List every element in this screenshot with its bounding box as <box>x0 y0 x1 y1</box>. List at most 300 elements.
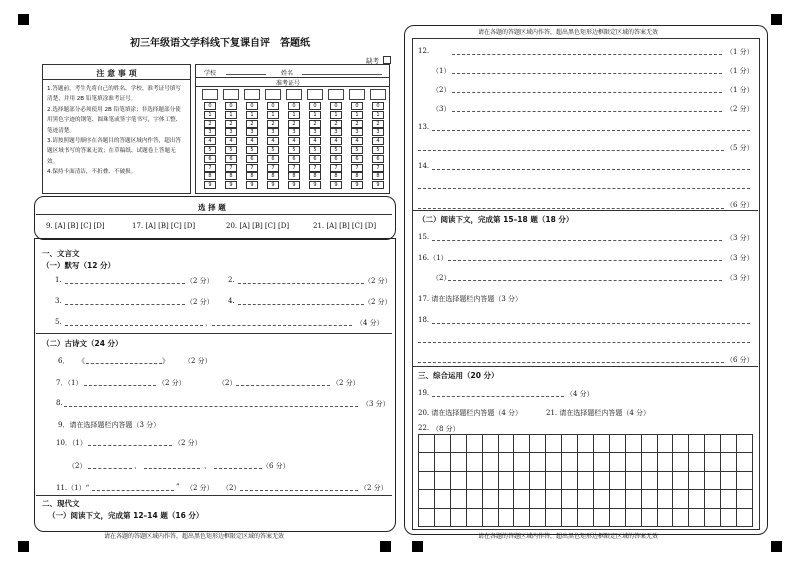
grid-cell[interactable] <box>561 471 578 490</box>
choice-item-21[interactable]: 21. [A] [B] [C] [D] <box>313 222 377 230</box>
grid-cell[interactable] <box>593 434 610 453</box>
answer-line[interactable] <box>86 363 162 364</box>
grid-cell[interactable] <box>498 471 515 490</box>
id-digit-bubble[interactable]: 6 <box>288 155 300 163</box>
grid-cell[interactable] <box>720 471 737 490</box>
id-digit-bubble[interactable]: 9 <box>372 181 384 189</box>
id-digit-bubble[interactable]: 0 <box>309 102 321 110</box>
id-digit-bubble[interactable]: 1 <box>225 111 237 119</box>
answer-line[interactable] <box>144 468 200 469</box>
answer-line[interactable] <box>452 111 722 112</box>
separator: 、 <box>134 462 141 470</box>
student-id-box <box>195 64 390 194</box>
answer-line[interactable] <box>236 385 330 386</box>
grid-cell[interactable] <box>720 452 737 471</box>
grid-cell[interactable] <box>466 489 483 508</box>
grid-cell[interactable] <box>625 434 642 453</box>
id-digit-bubble[interactable]: 2 <box>267 120 279 128</box>
question-16: 16.（1） <box>418 254 448 262</box>
header-note: 请在各题的答题区域内作答，超出黑色矩形边框限定区域的答案无效 <box>478 29 659 36</box>
subsection-heading: （二）阅读下文，完成第 15–18 题（18 分） <box>418 215 574 224</box>
id-digit-bubble[interactable]: 4 <box>246 137 258 145</box>
id-digit-box[interactable] <box>328 89 344 100</box>
grid-cell[interactable] <box>513 452 530 471</box>
grid-cell[interactable] <box>720 508 737 527</box>
grid-cell[interactable] <box>513 508 530 527</box>
id-digit-bubble[interactable]: 6 <box>372 155 384 163</box>
answer-line[interactable] <box>214 468 262 469</box>
question-7: 7．（1） <box>56 379 83 387</box>
separator: 、 <box>204 462 211 470</box>
choice-heading: 选 择 题 <box>198 203 226 212</box>
grid-cell[interactable] <box>529 471 546 490</box>
section-heading: 三、综合运用（20 分） <box>418 371 499 380</box>
id-digit-bubble[interactable]: 9 <box>204 181 216 189</box>
grid-cell[interactable] <box>545 434 562 453</box>
id-digit-bubble[interactable]: 3 <box>225 128 237 136</box>
answer-line[interactable] <box>212 325 352 326</box>
question-12-1: （1） <box>432 67 451 75</box>
grid-cell[interactable] <box>498 489 515 508</box>
answer-line[interactable] <box>64 406 358 407</box>
answer-line[interactable] <box>418 362 724 363</box>
grid-cell[interactable] <box>688 452 705 471</box>
answer-line[interactable] <box>240 490 358 491</box>
id-digit-bubble[interactable]: 4 <box>309 137 321 145</box>
id-digit-bubble[interactable]: 2 <box>225 120 237 128</box>
grid-cell[interactable] <box>609 471 626 490</box>
id-digit-bubble[interactable]: 2 <box>246 120 258 128</box>
id-digit-bubble[interactable]: 3 <box>351 128 363 136</box>
grid-cell[interactable] <box>466 434 483 453</box>
grid-cell[interactable] <box>434 471 451 490</box>
id-digit-bubble[interactable]: 1 <box>267 111 279 119</box>
answer-line[interactable] <box>65 325 203 326</box>
corner-marker <box>18 14 29 25</box>
grid-cell[interactable] <box>688 471 705 490</box>
grid-cell[interactable] <box>704 489 721 508</box>
question-3: 3. <box>55 297 62 305</box>
grid-cell[interactable] <box>625 508 642 527</box>
id-digit-bubble[interactable]: 2 <box>204 120 216 128</box>
points: （2 分） <box>360 484 388 492</box>
id-digit-box[interactable] <box>349 89 365 100</box>
question-14: 14. <box>418 162 430 170</box>
grid-cell[interactable] <box>720 489 737 508</box>
question-16-2: （2） <box>432 274 451 282</box>
id-digit-bubble[interactable]: 9 <box>309 181 321 189</box>
id-digit-bubble[interactable]: 9 <box>351 181 363 189</box>
id-digit-bubble[interactable]: 1 <box>372 111 384 119</box>
points: （2 分） <box>186 298 214 306</box>
grid-cell[interactable] <box>609 489 626 508</box>
id-digit-bubble[interactable]: 8 <box>267 172 279 180</box>
points: （4 分） <box>356 319 384 327</box>
id-digit-bubble[interactable]: 0 <box>246 102 258 110</box>
grid-cell[interactable] <box>577 452 594 471</box>
grid-cell[interactable] <box>529 508 546 527</box>
points: （2 分） <box>364 277 392 285</box>
grid-cell[interactable] <box>498 508 515 527</box>
points: （1 分） <box>726 67 754 75</box>
grid-cell[interactable] <box>418 508 435 527</box>
id-digit-bubble[interactable]: 1 <box>288 111 300 119</box>
grid-cell[interactable] <box>418 452 435 471</box>
grid-cell[interactable] <box>434 452 451 471</box>
id-digit-bubble[interactable]: 5 <box>372 146 384 154</box>
grid-cell[interactable] <box>688 508 705 527</box>
id-digit-box[interactable] <box>265 89 281 100</box>
id-digit-bubble[interactable]: 7 <box>288 164 300 172</box>
question-21: 21. 请在选择题栏内答题（4 分） <box>546 409 651 417</box>
id-digit-bubble[interactable]: 4 <box>204 137 216 145</box>
grid-cell[interactable] <box>641 471 658 490</box>
id-digit-bubble[interactable]: 8 <box>288 172 300 180</box>
answer-line[interactable] <box>418 150 724 151</box>
id-digit-bubble[interactable]: 6 <box>309 155 321 163</box>
id-digit-bubble[interactable]: 1 <box>246 111 258 119</box>
corner-marker <box>18 541 29 552</box>
answer-line[interactable] <box>418 208 724 209</box>
question-10-2: （2） <box>68 462 87 470</box>
grid-cell[interactable] <box>450 452 467 471</box>
grid-cell[interactable] <box>450 434 467 453</box>
answer-line[interactable] <box>418 342 750 343</box>
id-digit-bubble[interactable]: 2 <box>330 120 342 128</box>
id-digit-bubble[interactable]: 6 <box>351 155 363 163</box>
book-mark: 《 <box>78 357 85 365</box>
answer-line[interactable] <box>448 260 722 261</box>
grid-cell[interactable] <box>704 508 721 527</box>
grid-cell[interactable] <box>482 489 499 508</box>
grid-cell[interactable] <box>529 489 546 508</box>
answer-line[interactable] <box>88 468 132 469</box>
section-heading: 一、文言文 <box>42 249 80 258</box>
id-digit-bubble[interactable]: 2 <box>288 120 300 128</box>
id-digit-bubble[interactable]: 0 <box>225 102 237 110</box>
id-digit-bubble[interactable]: 3 <box>288 128 300 136</box>
id-digit-bubble[interactable]: 3 <box>309 128 321 136</box>
id-digit-bubble[interactable]: 5 <box>330 146 342 154</box>
grid-cell[interactable] <box>641 489 658 508</box>
id-digit-bubble[interactable]: 0 <box>372 102 384 110</box>
grid-cell[interactable] <box>418 489 435 508</box>
grid-cell[interactable] <box>672 508 689 527</box>
id-digit-bubble[interactable]: 6 <box>225 155 237 163</box>
grid-cell[interactable] <box>657 508 674 527</box>
id-digit-bubble[interactable]: 9 <box>246 181 258 189</box>
grid-cell[interactable] <box>545 489 562 508</box>
answer-line[interactable] <box>238 304 364 305</box>
grid-cell[interactable] <box>434 508 451 527</box>
grid-cell[interactable] <box>466 508 483 527</box>
id-digit-bubble[interactable]: 8 <box>309 172 321 180</box>
grid-cell[interactable] <box>657 434 674 453</box>
id-digit-bubble[interactable]: 4 <box>351 137 363 145</box>
question-20: 20. 请在选择题栏内答题（4 分） <box>418 409 523 417</box>
grid-cell[interactable] <box>482 434 499 453</box>
question-9: 9．请在选择题栏内答题（3 分） <box>58 421 161 429</box>
grid-cell[interactable] <box>657 471 674 490</box>
id-digit-bubble[interactable]: 1 <box>351 111 363 119</box>
points: （2 分） <box>158 379 186 387</box>
school-field[interactable] <box>226 74 266 75</box>
grid-cell[interactable] <box>609 508 626 527</box>
grid-cell[interactable] <box>657 489 674 508</box>
id-digit-bubble[interactable]: 3 <box>204 128 216 136</box>
id-digit-bubble[interactable]: 7 <box>225 164 237 172</box>
id-digit-box[interactable] <box>286 89 302 100</box>
answer-line[interactable] <box>65 283 185 284</box>
id-digit-bubble[interactable]: 7 <box>204 164 216 172</box>
grid-cell[interactable] <box>625 452 642 471</box>
id-digit-bubble[interactable]: 4 <box>225 137 237 145</box>
id-digit-bubble[interactable]: 0 <box>288 102 300 110</box>
grid-cell[interactable] <box>545 508 562 527</box>
id-digit-bubble[interactable]: 8 <box>372 172 384 180</box>
grid-cell[interactable] <box>561 434 578 453</box>
id-digit-bubble[interactable]: 7 <box>330 164 342 172</box>
id-digit-bubble[interactable]: 4 <box>330 137 342 145</box>
grid-cell[interactable] <box>466 452 483 471</box>
id-digit-bubble[interactable]: 6 <box>267 155 279 163</box>
grid-cell[interactable] <box>625 471 642 490</box>
grid-cell[interactable] <box>736 452 753 471</box>
answer-line[interactable] <box>84 385 156 386</box>
corner-marker <box>771 14 782 25</box>
grid-cell[interactable] <box>704 434 721 453</box>
grid-cell[interactable] <box>450 508 467 527</box>
id-digit-bubble[interactable]: 4 <box>288 137 300 145</box>
grid-cell[interactable] <box>418 434 435 453</box>
grid-cell[interactable] <box>561 489 578 508</box>
grid-cell[interactable] <box>704 452 721 471</box>
points: （3 分） <box>726 234 754 242</box>
grid-cell[interactable] <box>450 489 467 508</box>
id-digit-bubble[interactable]: 0 <box>267 102 279 110</box>
notice-item: 3.请按照题号顺序在各题目的答题区域内作答，超出答题区域书写的答案无效；在草稿纸、试题卷上答题无效。 <box>47 138 181 165</box>
id-digit-bubble[interactable]: 5 <box>288 146 300 154</box>
id-digit-bubble[interactable]: 9 <box>225 181 237 189</box>
points: （8 分） <box>432 425 460 433</box>
grid-cell[interactable] <box>688 489 705 508</box>
id-digit-bubble[interactable]: 0 <box>351 102 363 110</box>
id-digit-box[interactable] <box>223 89 239 100</box>
question-5: 5. <box>55 318 62 326</box>
id-digit-bubble[interactable]: 4 <box>372 137 384 145</box>
question-18: 18. <box>418 316 430 324</box>
id-digit-bubble[interactable]: 7 <box>309 164 321 172</box>
points: （6 分） <box>726 201 754 209</box>
grid-cell[interactable] <box>513 489 530 508</box>
grid-cell[interactable] <box>736 434 753 453</box>
comma: ， <box>205 319 212 327</box>
question-12-2: （2） <box>432 86 451 94</box>
question-10: 10．（1） <box>56 439 87 447</box>
grid-cell[interactable] <box>672 489 689 508</box>
grid-cell[interactable] <box>529 452 546 471</box>
grid-cell[interactable] <box>672 471 689 490</box>
grid-cell[interactable] <box>498 434 515 453</box>
grid-cell[interactable] <box>593 452 610 471</box>
grid-cell[interactable] <box>688 434 705 453</box>
id-digit-bubble[interactable]: 8 <box>246 172 258 180</box>
choice-item-9[interactable]: 9. [A] [B] [C] [D] <box>46 222 105 230</box>
answer-line[interactable] <box>452 54 722 55</box>
grid-cell[interactable] <box>545 452 562 471</box>
grid-cell[interactable] <box>466 471 483 490</box>
page-title: 初三年级语文学科线下复课自评 答题纸 <box>130 38 310 49</box>
id-digit-bubble[interactable]: 9 <box>330 181 342 189</box>
answer-line[interactable] <box>65 304 185 305</box>
grid-cell[interactable] <box>434 489 451 508</box>
question-11: 11.（1）“ <box>56 484 90 492</box>
id-digit-bubble[interactable]: 4 <box>267 137 279 145</box>
points: （4 分） <box>566 390 594 398</box>
id-digit-bubble[interactable]: 5 <box>246 146 258 154</box>
points: （2 分） <box>184 357 212 365</box>
grid-cell[interactable] <box>577 508 594 527</box>
points: （3 分） <box>362 400 390 408</box>
id-digit-bubble[interactable]: 6 <box>330 155 342 163</box>
grid-cell[interactable] <box>641 434 658 453</box>
grid-cell[interactable] <box>513 471 530 490</box>
notice-item: 4.保持卡面清洁，不折叠、不破损。 <box>47 169 137 176</box>
answer-line[interactable] <box>88 445 172 446</box>
id-digit-bubble[interactable]: 3 <box>267 128 279 136</box>
footer-note: 请在各题的答题区域内作答，超出黑色矩形边框限定区域的答案无效 <box>104 533 285 540</box>
answer-line[interactable] <box>238 283 364 284</box>
id-digit-bubble[interactable]: 1 <box>204 111 216 119</box>
id-digit-bubble[interactable]: 8 <box>225 172 237 180</box>
id-digit-bubble[interactable]: 1 <box>309 111 321 119</box>
absent-checkbox[interactable] <box>383 56 391 64</box>
id-digit-bubble[interactable]: 3 <box>372 128 384 136</box>
grid-cell[interactable] <box>513 434 530 453</box>
grid-cell[interactable] <box>609 434 626 453</box>
grid-cell[interactable] <box>593 508 610 527</box>
id-digit-bubble[interactable]: 5 <box>267 146 279 154</box>
id-digit-bubble[interactable]: 0 <box>204 102 216 110</box>
grid-cell[interactable] <box>482 471 499 490</box>
grid-cell[interactable] <box>577 471 594 490</box>
book-mark: 》 <box>162 357 169 365</box>
choice-item-20[interactable]: 20. [A] [B] [C] [D] <box>226 222 290 230</box>
section-heading: 二、现代文 <box>42 499 80 508</box>
id-digit-bubble[interactable]: 5 <box>225 146 237 154</box>
id-digit-bubble[interactable]: 3 <box>246 128 258 136</box>
id-digit-bubble[interactable]: 5 <box>309 146 321 154</box>
grid-cell[interactable] <box>561 452 578 471</box>
grid-cell[interactable] <box>577 489 594 508</box>
grid-cell[interactable] <box>545 471 562 490</box>
grid-cell[interactable] <box>482 452 499 471</box>
grid-cell[interactable] <box>450 471 467 490</box>
id-digit-bubble[interactable]: 2 <box>372 120 384 128</box>
notice-item: 2.选择题部分必须使用 2B 铅笔填涂；非选择题部分使用黑色字迹的钢笔、圆珠笔或签字笔书写，字体工整、笔迹清楚。 <box>47 106 182 134</box>
id-digit-box[interactable] <box>244 89 260 100</box>
points: （2 分） <box>174 439 202 447</box>
id-digit-bubble[interactable]: 9 <box>288 181 300 189</box>
id-digit-bubble[interactable]: 8 <box>351 172 363 180</box>
grid-cell[interactable] <box>736 489 753 508</box>
answer-line[interactable] <box>452 73 722 74</box>
grid-cell[interactable] <box>720 434 737 453</box>
grid-cell[interactable] <box>657 452 674 471</box>
points: （2 分） <box>726 105 754 113</box>
id-digit-bubble[interactable]: 7 <box>351 164 363 172</box>
id-digit-bubble[interactable]: 6 <box>204 155 216 163</box>
id-digit-bubble[interactable]: 8 <box>204 172 216 180</box>
grid-cell[interactable] <box>672 434 689 453</box>
id-digit-bubble[interactable]: 7 <box>372 164 384 172</box>
grid-cell[interactable] <box>736 471 753 490</box>
id-digit-bubble[interactable]: 9 <box>267 181 279 189</box>
id-digit-bubble[interactable]: 8 <box>330 172 342 180</box>
id-digit-bubble[interactable]: 2 <box>309 120 321 128</box>
points: （2 分） <box>186 484 214 492</box>
answer-line[interactable] <box>432 130 750 131</box>
grid-cell[interactable] <box>593 471 610 490</box>
grid-cell[interactable] <box>593 489 610 508</box>
subsection-heading: （一）阅读下文，完成第 12–14 题（16 分） <box>48 511 204 520</box>
grid-cell[interactable] <box>529 434 546 453</box>
id-digit-bubble[interactable]: 3 <box>330 128 342 136</box>
grid-cell[interactable] <box>625 489 642 508</box>
id-digit-bubble[interactable]: 6 <box>246 155 258 163</box>
grid-cell[interactable] <box>498 452 515 471</box>
grid-cell[interactable] <box>704 471 721 490</box>
id-digit-bubble[interactable]: 5 <box>351 146 363 154</box>
question-2: 2. <box>228 276 235 284</box>
id-digit-bubble[interactable]: 5 <box>204 146 216 154</box>
answer-line[interactable] <box>418 188 750 189</box>
id-digit-bubble[interactable]: 7 <box>267 164 279 172</box>
name-field[interactable] <box>302 74 382 75</box>
grid-cell[interactable] <box>434 434 451 453</box>
id-digit-bubble[interactable]: 7 <box>246 164 258 172</box>
composition-grid[interactable] <box>418 434 752 526</box>
choice-item-17[interactable]: 17. [A] [B] [C] [D] <box>132 222 196 230</box>
grid-cell[interactable] <box>609 452 626 471</box>
grid-cell[interactable] <box>672 452 689 471</box>
id-digit-box[interactable] <box>202 89 218 100</box>
grid-cell[interactable] <box>561 508 578 527</box>
question-4: 4. <box>228 297 235 305</box>
id-digit-bubble[interactable]: 1 <box>330 111 342 119</box>
answer-line[interactable] <box>432 396 564 397</box>
answer-line[interactable] <box>452 92 722 93</box>
grid-cell[interactable] <box>641 508 658 527</box>
grid-cell[interactable] <box>736 508 753 527</box>
grid-cell[interactable] <box>418 471 435 490</box>
answer-line[interactable] <box>432 323 750 324</box>
id-digit-bubble[interactable]: 0 <box>330 102 342 110</box>
id-digit-box[interactable] <box>370 89 386 100</box>
question-17: 17. 请在选择题栏内答题（3 分） <box>418 295 523 303</box>
grid-cell[interactable] <box>577 434 594 453</box>
grid-cell[interactable] <box>641 452 658 471</box>
answer-line[interactable] <box>92 490 174 491</box>
answer-line[interactable] <box>432 169 750 170</box>
absent-label: 缺考 <box>366 57 379 65</box>
question-11-2: （2） <box>222 484 241 492</box>
id-digit-bubble[interactable]: 2 <box>351 120 363 128</box>
id-digit-box[interactable] <box>307 89 323 100</box>
grid-cell[interactable] <box>482 508 499 527</box>
answer-line[interactable] <box>432 240 722 241</box>
answer-line[interactable] <box>448 280 722 281</box>
